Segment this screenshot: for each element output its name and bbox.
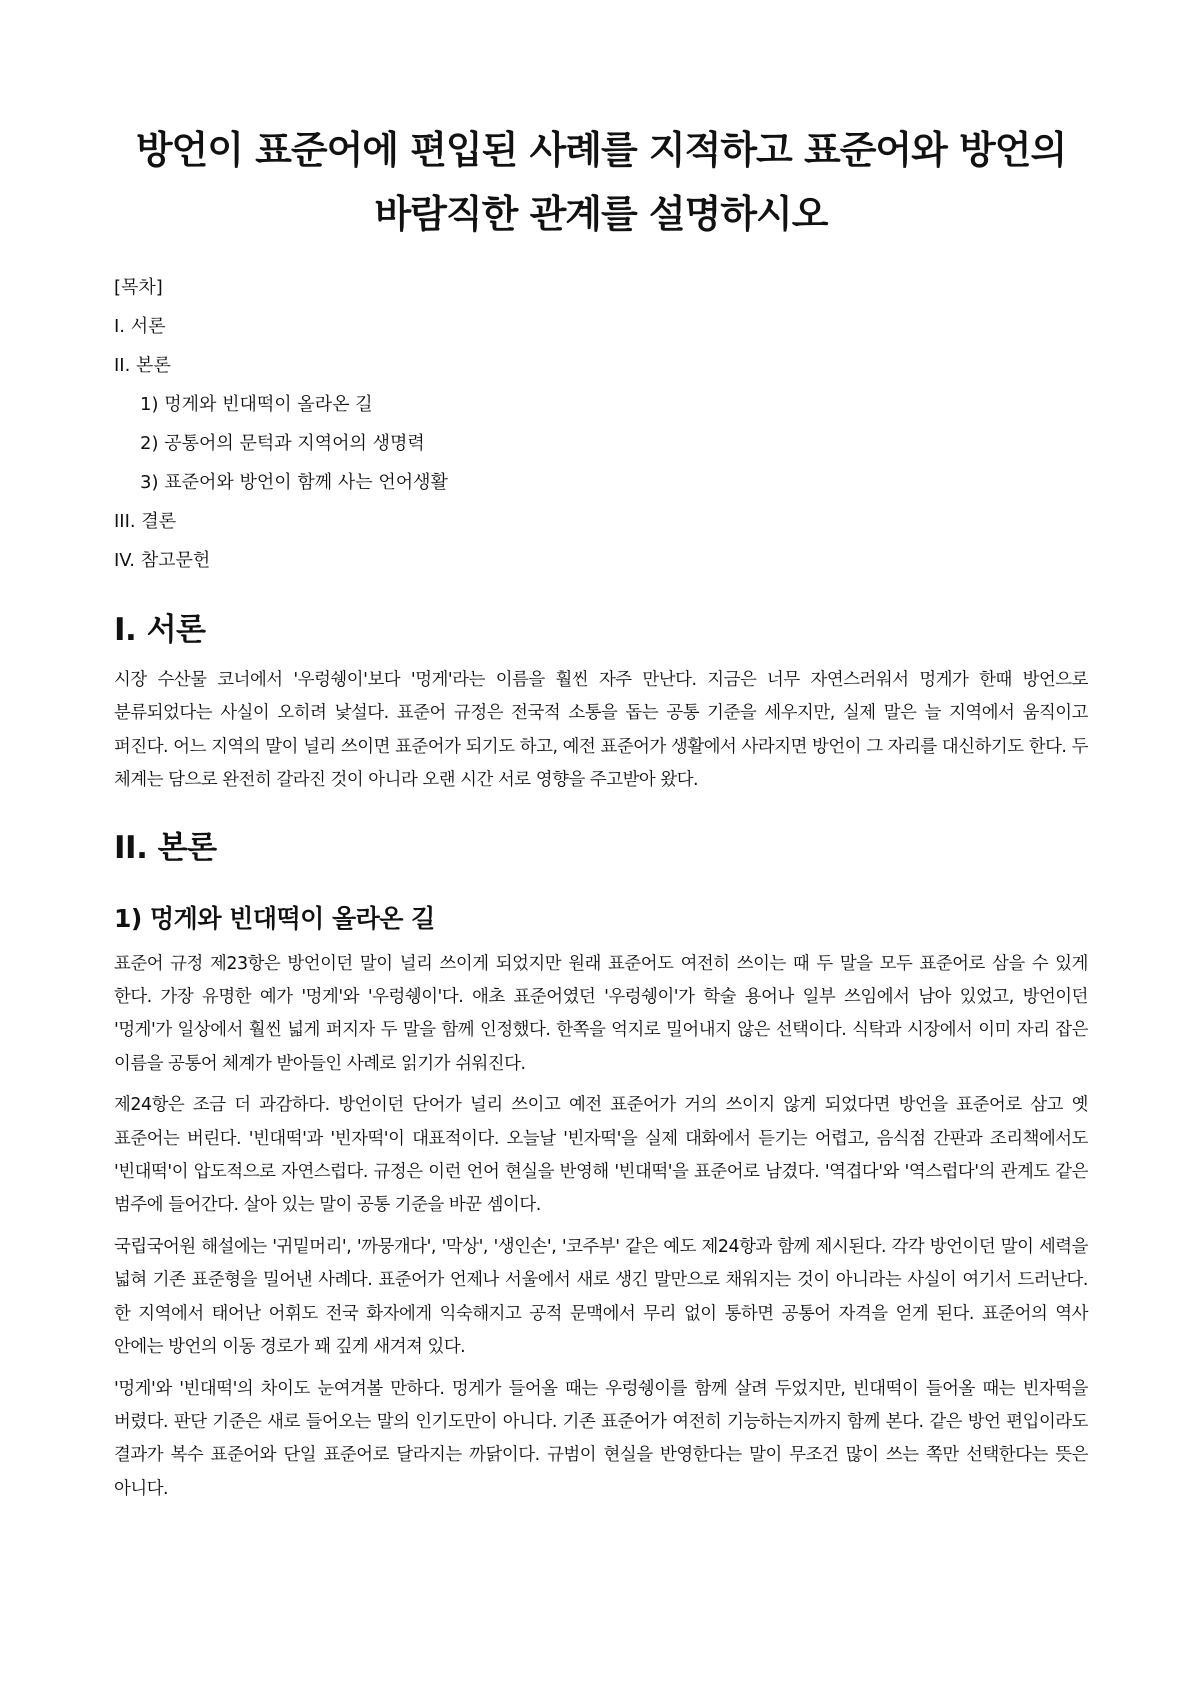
subsection-1-paragraph-1: 표준어 규정 제23항은 방언이던 말이 널리 쓰이게 되었지만 원래 표준어도 여전히 쓰이는 때 두 말을 모두 표준어로 삼을 수 있게 한다. 가장 유명한 예가 '멍게'와 '우렁쉥이'다. 애초 표준어였던 '우렁쉥이'가 학술 용어나 일부 쓰임에서 남아 있었고, 방언이던 '멍게'가 일상에서 훨씬 넓게 퍼지자 두 말을 함께 인정했다. 한쪽을 억지로 밀어내지 않은 선택이다. 식탁과 시장에서 이미 자리 잡은 이름을 공통어 체계가 받아들인 사례로 읽기가 쉬워진다.	[114, 953, 1088, 1074]
toc-item-intro: I. 서론	[114, 316, 166, 337]
document-title: 방언이 표준어에 편입된 사례를 지적하고 표준어와 방언의 바람직한 관계를 설명하시오	[135, 128, 1067, 236]
toc-body-subitems	[114, 385, 1088, 502]
toc-subitem-2: 2) 공통어의 문턱과 지역어의 생명력	[140, 433, 425, 454]
toc-item-conclusion: III. 결론	[114, 511, 177, 532]
body-subsection-1	[114, 902, 1088, 1507]
intro-section	[114, 610, 1088, 798]
body-heading: II. 본론	[114, 829, 217, 866]
subsection-1-paragraph-4: '멍게'와 '빈대떡'의 차이도 눈여겨볼 만하다. 멍게가 들어올 때는 우렁쉥이를 함께 살려 두었지만, 빈대떡이 들어올 때는 빈자떡을 버렸다. 판단 기준은 새로 들어오는 말의 인기도만이 아니다. 기존 표준어가 여전히 기능하는지까지 함께 본다. 같은 방언 편입이라도 결과가 복수 표준어와 단일 표준어로 달라지는 까닭이다. 규범이 현실을 반영한다는 말이 무조건 많이 쓰는 쪽만 선택한다는 뜻은 아니다.	[114, 1378, 1088, 1499]
intro-heading: I. 서론	[114, 612, 206, 648]
toc-subitem-1: 1) 멍게와 빈대떡이 올라온 길	[140, 394, 373, 415]
table-of-contents	[114, 268, 1088, 580]
body-section	[114, 828, 1088, 1507]
intro-paragraph: 시장 수산물 코너에서 '우렁쉥이'보다 '멍게'라는 이름을 훨씬 자주 만난다. 지금은 너무 자연스러워서 멍게가 한때 방언으로 분류되었다는 사실이 오히려 낯설다. 표준어 규정은 전국적 소통을 돕는 공통 기준을 세우지만, 실제 말은 늘 지역에서 움직이고 퍼진다. 어느 지역의 말이 널리 쓰이면 표준어가 되기도 하고, 예전 표준어가 생활에서 사라지면 방언이 그 자리를 대신하기도 한다. 두 체계는 담으로 완전히 갈라진 것이 아니라 오랜 시간 서로 영향을 주고받아 왔다.	[114, 670, 1088, 791]
toc-subitem-3: 3) 표준어와 방언이 함께 사는 언어생활	[140, 472, 448, 493]
subsection-1-heading: 1) 멍게와 빈대떡이 올라온 길	[114, 903, 435, 933]
toc-item-body: II. 본론	[114, 355, 171, 376]
toc-item-references: IV. 참고문헌	[114, 550, 211, 571]
subsection-1-paragraph-2: 제24항은 조금 더 과감하다. 방언이던 단어가 널리 쓰이고 예전 표준어가 거의 쓰이지 않게 되었다면 방언을 표준어로 삼고 옛 표준어는 버린다. '빈대떡'과 '빈자떡'이 대표적이다. 오늘날 '빈자떡'을 실제 대화에서 듣기는 어렵고, 음식점 간판과 조리책에서도 '빈대떡'이 압도적으로 자연스럽다. 규정은 이런 언어 현실을 반영해 '빈대떡'을 표준어로 남겼다. '역겹다'와 '역스럽다'의 관계도 같은 범주에 들어간다. 살아 있는 말이 공통 기준을 바꾼 셈이다.	[114, 1095, 1088, 1216]
toc-heading: [목차]	[114, 277, 163, 298]
subsection-1-paragraph-3: 국립국어원 해설에는 '귀밑머리', '까뭉개다', '막상', '생인손', '코주부' 같은 예도 제24항과 함께 제시된다. 각각 방언이던 말이 세력을 넓혀 기존 표준형을 밀어낸 사례다. 표준어가 언제나 서울에서 새로 생긴 말만으로 채워지는 것이 아니라는 사실이 여기서 드러난다. 한 지역에서 태어난 어휘도 전국 화자에게 익숙해지고 공적 문맥에서 무리 없이 통하면 공통어 자격을 얻게 된다. 표준어의 역사 안에는 방언의 이동 경로가 꽤 깊게 새겨져 있다.	[114, 1236, 1088, 1358]
